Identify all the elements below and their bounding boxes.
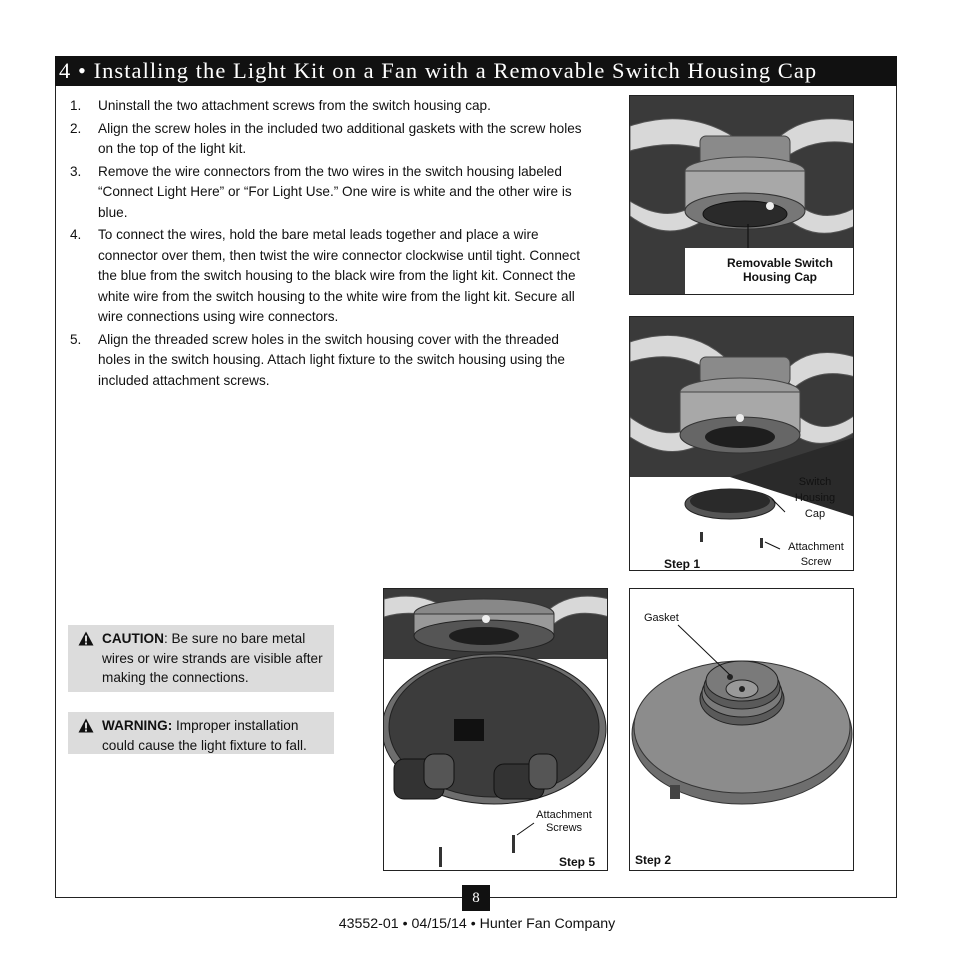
page-number: 8: [462, 885, 490, 911]
switch-housing-cap-removed-illustration: [630, 317, 854, 571]
list-item: 3. Remove the wire connectors from the two wires in the switch housing labeled “Connect Light Here” or “For Light Use.” One wire is white and the other wire is blue.: [70, 163, 572, 220]
fig2-step-label: Step 1: [664, 557, 701, 571]
warning-box: [68, 712, 334, 754]
fig1-label-line2: Housing Cap: [743, 270, 817, 284]
list-item: 2. Align the screw holes in the included two additional gaskets with the screw holes on the top of the light kit.: [70, 120, 582, 156]
gasket-on-light-kit-illustration: [630, 589, 854, 871]
fig3-step-label: Step 2: [635, 853, 672, 867]
caution-label: CAUTION: [102, 631, 164, 646]
footer-text: 43552-01 • 04/15/14 • Hunter Fan Company: [338, 916, 616, 932]
warning-triangle-icon: [78, 718, 94, 733]
list-item: 4. To connect the wires, hold the bare metal leads together and place a wire connector over them, then twist the wire connector clockwise until tight. Connect the blue from the switch housing to the black wire from the light kit. Connect the white wire from the switch housing to the white wire from the light kit. Secure all wire connections using wire connectors.: [70, 227, 581, 324]
warning-label: WARNING:: [102, 718, 173, 733]
figure-step-5: [383, 588, 608, 871]
fig2-cap-line3: Cap: [804, 508, 826, 520]
figure-removable-switch-housing-cap: [629, 95, 854, 295]
fig4-screws-line1: Attachment: [536, 809, 592, 821]
fig1-label-line1: Removable Switch: [726, 256, 834, 270]
fig4-step-label: Step 5: [559, 855, 596, 869]
fig3-gasket-label: Gasket: [644, 612, 679, 624]
fig4-screws-line2: Screws: [545, 822, 583, 834]
section-title: 4 • Installing the Light Kit on a Fan with a Removable Switch Housing Cap: [55, 56, 897, 86]
list-item: 1. Uninstall the two attachment screws from the switch housing cap.: [70, 98, 491, 113]
instruction-list: [70, 96, 590, 393]
warning-triangle-icon: [78, 631, 94, 646]
caution-text: : Be sure no bare metal wires or wire strands are visible after making the connections.: [102, 631, 323, 685]
caution-box: [68, 625, 334, 692]
fig2-screw-line1: Attachment: [788, 541, 844, 553]
figure-step-1: [629, 316, 854, 571]
fig2-cap-line2: Housing: [794, 492, 836, 504]
figure-step-2: [629, 588, 854, 871]
warning-text: Improper installation could cause the light fixture to fall.: [102, 718, 307, 753]
fig2-screw-line2: Screw: [800, 556, 832, 568]
fig2-cap-line1: Switch: [798, 476, 832, 488]
list-item: 5. Align the threaded screw holes in the switch housing cover with the threaded holes in the switch housing. Attach light fixture to the switch housing using the included attachment screws.: [70, 331, 565, 388]
